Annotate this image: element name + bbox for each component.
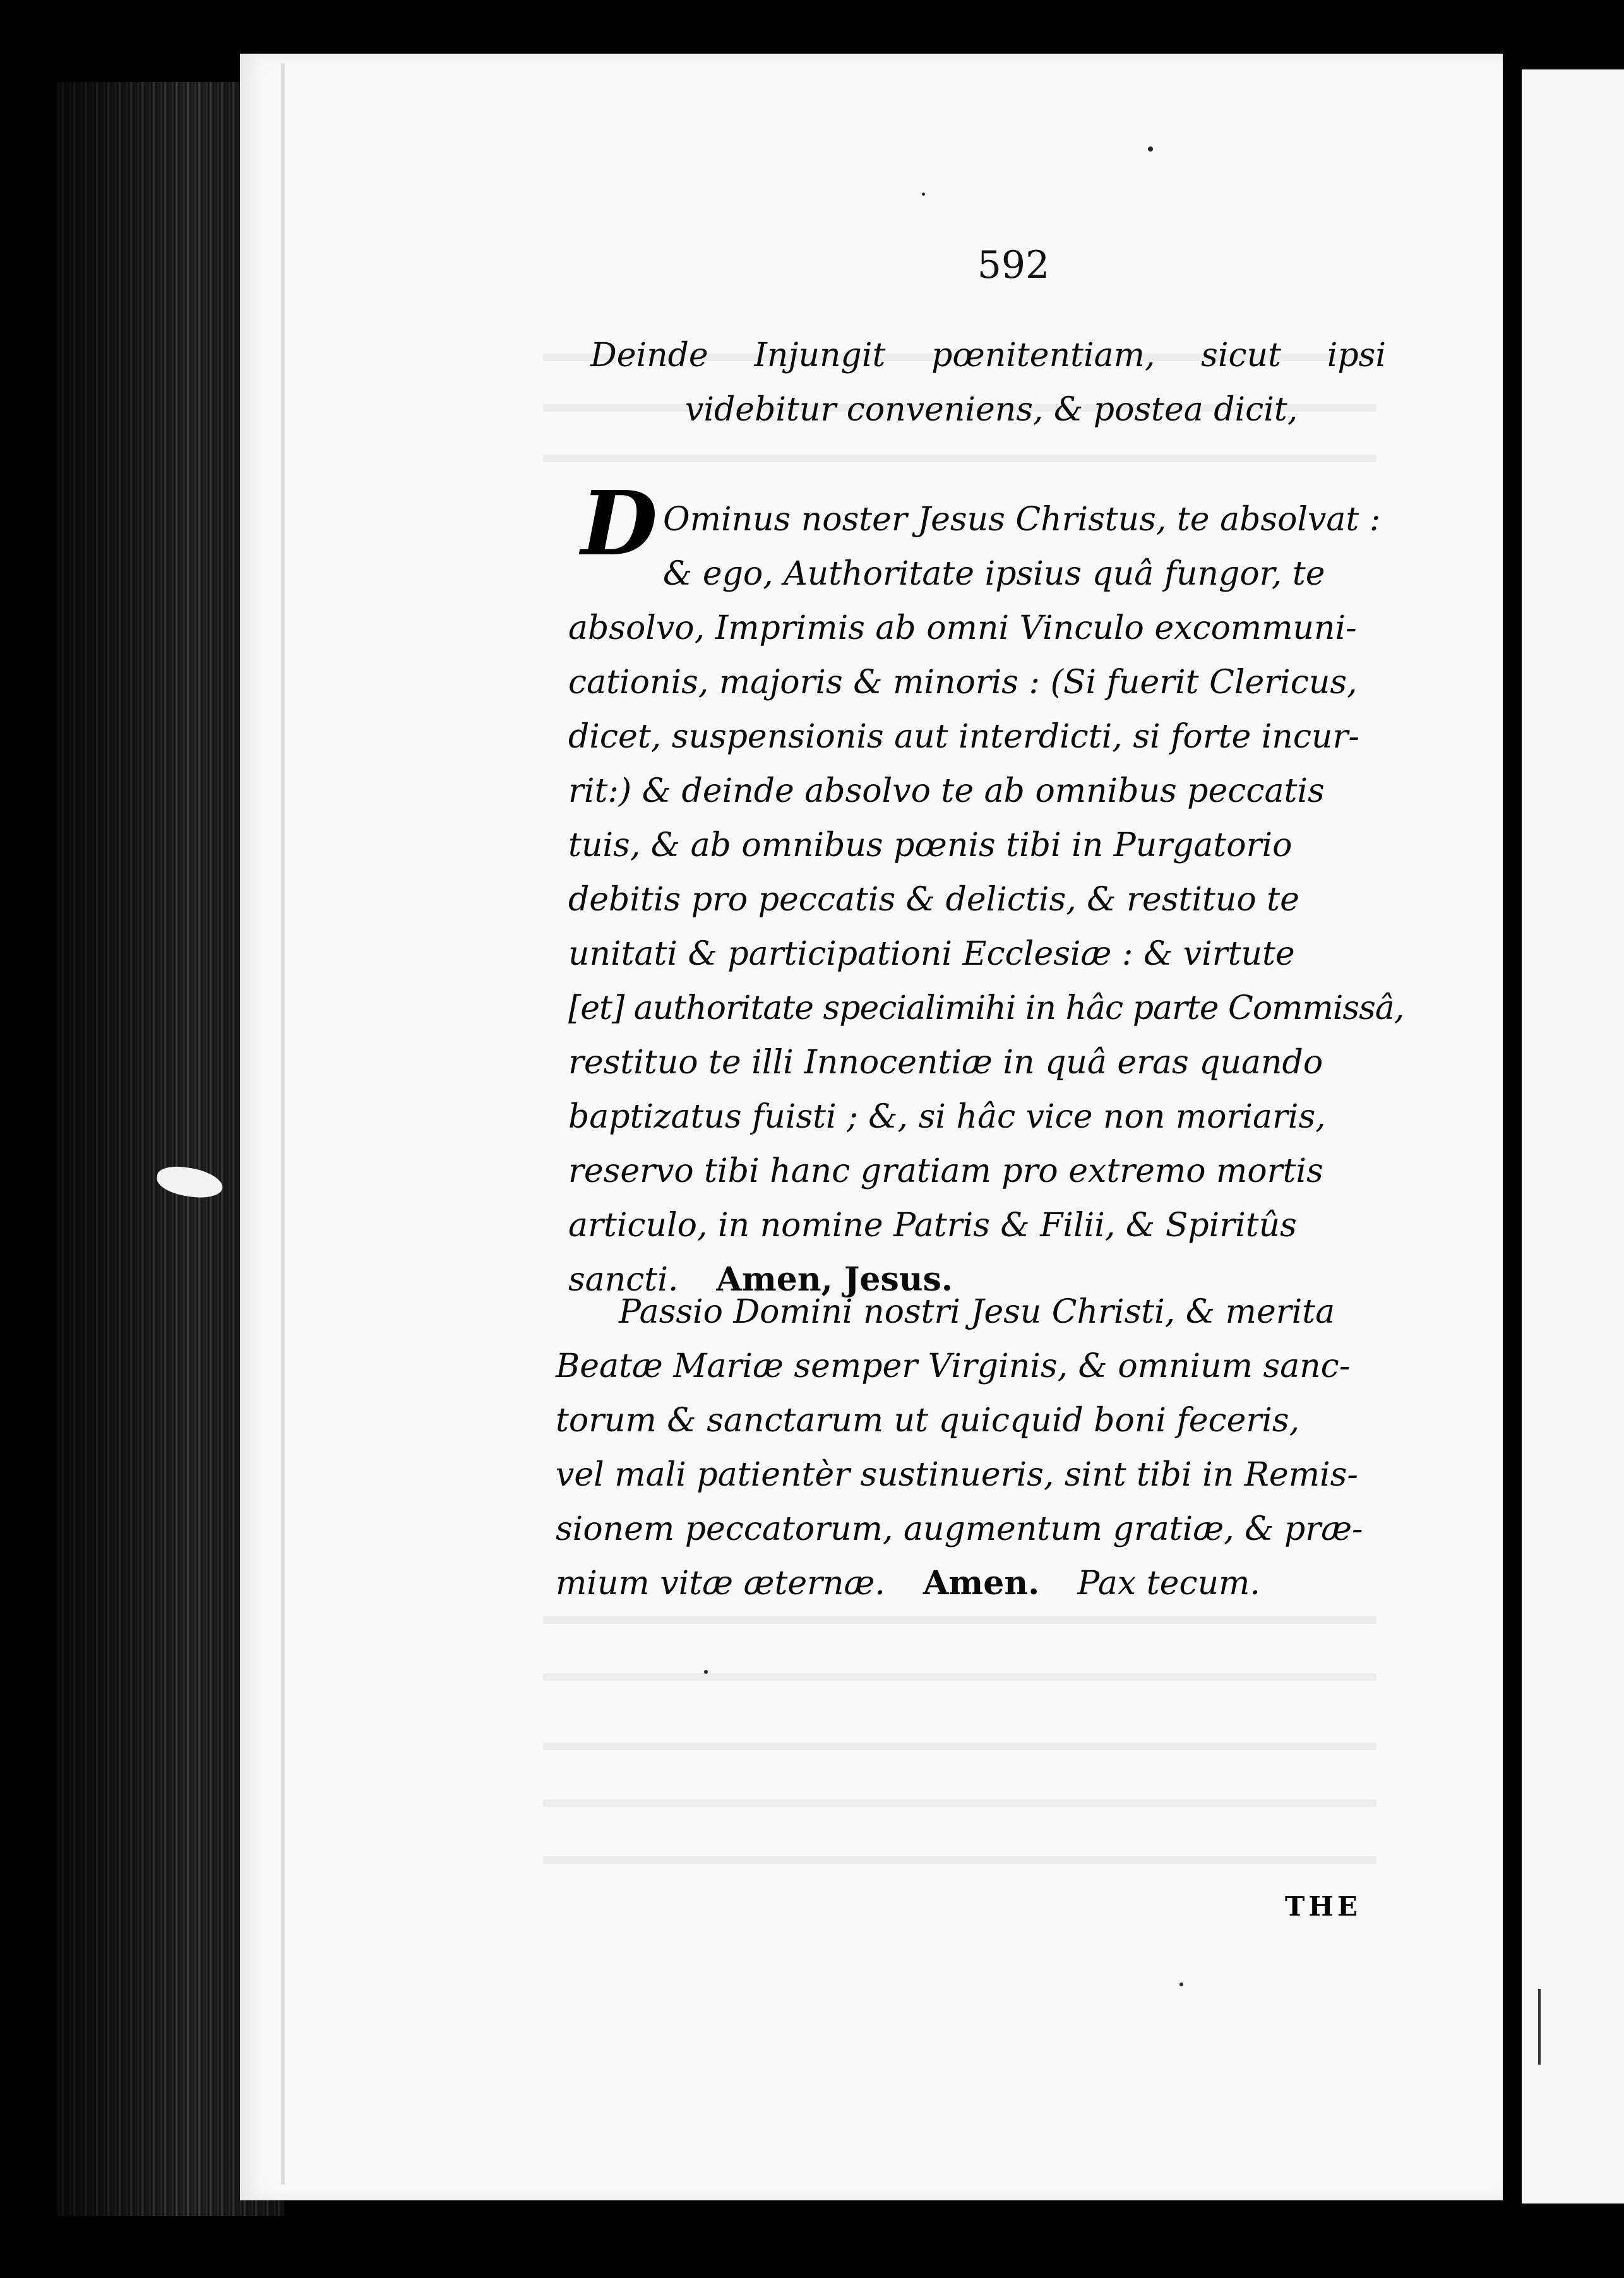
intro-rubric — [590, 328, 1386, 437]
amen: Amen. — [922, 1564, 1040, 1602]
ink-speck — [1179, 1983, 1183, 1986]
passio-prayer — [556, 1285, 1376, 1611]
bleed-through-line — [543, 455, 1376, 462]
text-line: sionem peccatorum, augmentum gratiæ, & præ- — [556, 1510, 1363, 1548]
amen-jesus: Amen, Jesus. — [716, 1260, 953, 1299]
text-line: Beatæ Mariæ semper Virginis, & omnium sanc- — [556, 1347, 1351, 1385]
text-line: Passio Domini nostri Jesu Christi, & merita — [619, 1293, 1335, 1331]
intro-line: videbitur conveniens, & postea dicit, — [685, 391, 1298, 429]
ink-speck — [922, 193, 925, 196]
text-line: Ominus noster Jesus Christus, te absolvat : — [663, 501, 1381, 539]
bleed-through-line — [543, 1799, 1376, 1807]
intro-word: sicut — [1201, 337, 1281, 374]
drop-cap: D — [581, 472, 658, 576]
text-line: rit:) & deinde absolvo te ab omnibus peccatis — [568, 772, 1325, 810]
intro-line — [590, 328, 1386, 383]
text-line: [et] authoritate specialimihi in hâc parte Commissâ, — [568, 989, 1404, 1027]
text-line: reservo tibi hanc gratiam pro extremo mortis — [568, 1152, 1323, 1190]
page-number: 592 — [977, 243, 1050, 287]
text-line: dicet, suspensionis aut interdicti, si forte incur- — [568, 718, 1359, 756]
intro-word: ipsi — [1327, 337, 1386, 374]
intro-word: Injungit — [754, 337, 886, 374]
text-fragment: mium vitæ æternæ. — [556, 1565, 885, 1602]
text-line — [556, 1556, 1376, 1611]
ink-speck — [704, 1670, 708, 1674]
text-line: absolvo, Imprimis ab omni Vinculo excommuni- — [568, 609, 1357, 647]
ink-speck — [1148, 146, 1153, 152]
text-line: unitati & participationi Ecclesiæ : & virtute — [568, 935, 1295, 973]
bleed-through-line — [543, 1673, 1376, 1681]
bleed-through-line — [543, 1856, 1376, 1864]
text-line: torum & sanctarum ut quicquid boni feceris, — [556, 1402, 1300, 1440]
catchword: THE — [1285, 1891, 1361, 1922]
text-line: & ego, Authoritate ipsius quâ fungor, te — [663, 555, 1325, 593]
intro-word: Deinde — [590, 337, 708, 374]
bleed-through-line — [543, 1616, 1376, 1624]
facing-page-edge — [1522, 69, 1624, 2203]
text-line: vel mali patientèr sustinueris, sint tibi in Remis- — [556, 1456, 1358, 1494]
facing-page-mark — [1538, 1989, 1541, 2065]
page-gutter-line — [281, 63, 285, 2185]
text-fragment: sancti. — [568, 1261, 679, 1299]
text-line: baptizatus fuisti ; &, si hâc vice non moriaris, — [568, 1098, 1326, 1136]
text-line: articulo, in nomine Patris & Filii, & Spiritûs — [568, 1207, 1297, 1244]
pax-tecum: Pax tecum. — [1077, 1565, 1260, 1602]
text-line: cationis, majoris & minoris : (Si fuerit Clericus, — [568, 664, 1358, 701]
intro-word: pœnitentiam, — [931, 337, 1155, 374]
text-line: tuis, & ab omnibus pœnis tibi in Purgatorio — [568, 826, 1293, 864]
bleed-through-line — [543, 1743, 1376, 1750]
text-line: debitis pro peccatis & delictis, & restituo te — [568, 881, 1299, 919]
text-line: restituo te illi Innocentiæ in quâ eras quando — [568, 1044, 1323, 1082]
absolution-formula — [568, 472, 1404, 1307]
